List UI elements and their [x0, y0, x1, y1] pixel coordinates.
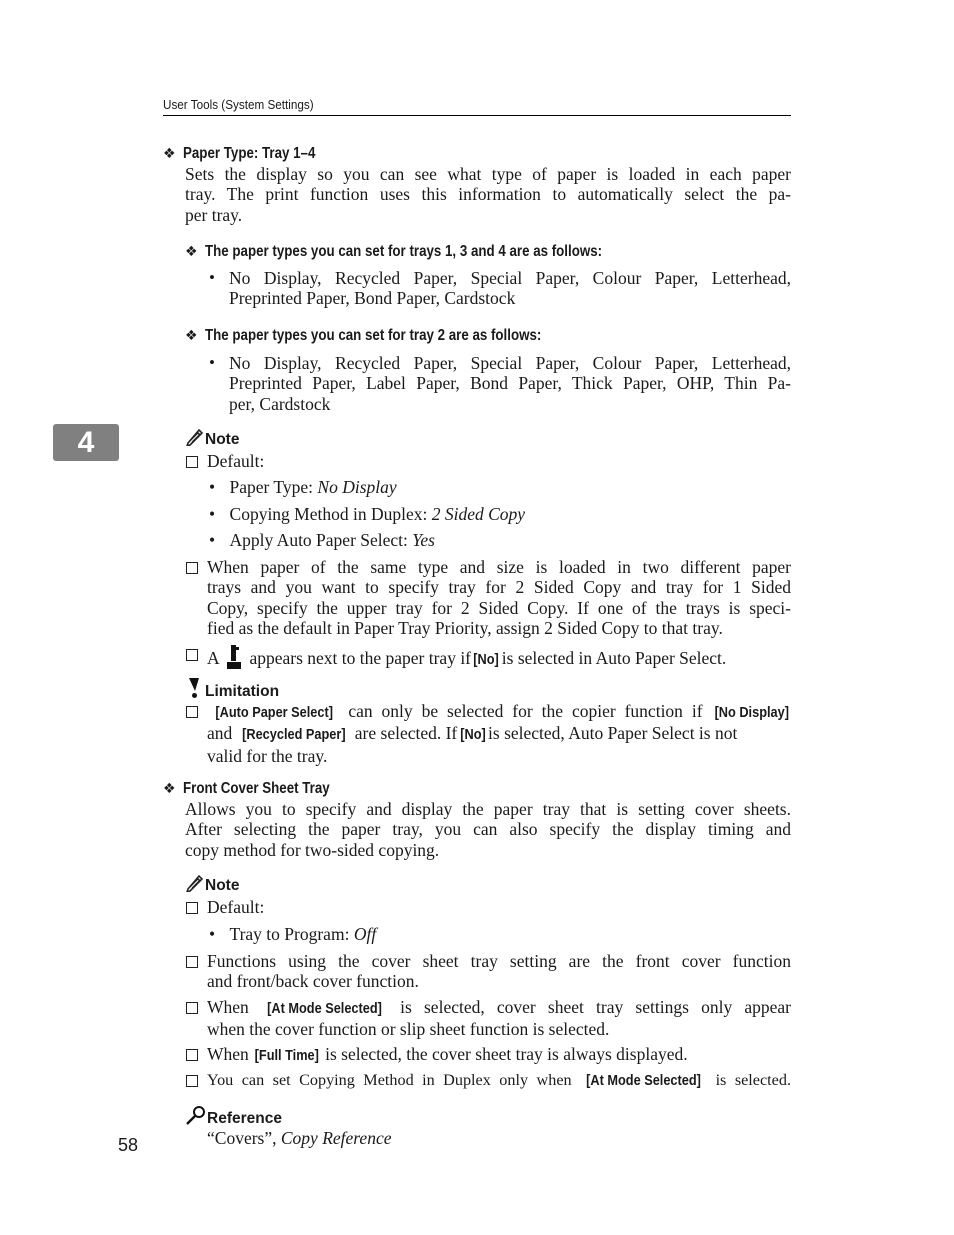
- sub-heading-title: The paper types you can set for trays 1, 3 and 4 are as follows:: [205, 243, 603, 260]
- text-line: Sets the display so you can see what type of paper is loaded in each paper: [185, 164, 791, 184]
- text-line: No Display, Recycled Paper, Special Paper, Colour Paper, Letterhead,: [229, 353, 791, 373]
- bullet-dot: •: [209, 504, 216, 524]
- text: A: [207, 648, 219, 668]
- section-title: Paper Type: Tray 1–4: [183, 145, 316, 162]
- text: are selected. If: [354, 723, 458, 744]
- default-item-copy-method: [207, 504, 525, 524]
- reference-prefix: “Covers”,: [207, 1128, 281, 1148]
- text-line: Preprinted Paper, Bond Paper, Cardstock: [229, 288, 516, 309]
- text-line: Copy, specify the upper tray for 2 Sided Copy. If one of the trays is speci-: [207, 597, 791, 618]
- paper-tray-priority-icon: [225, 644, 243, 670]
- bullet-dot: •: [209, 530, 216, 550]
- checkbox-square-icon: [186, 902, 198, 914]
- reference-manual-title: Copy Reference: [280, 1128, 392, 1148]
- pencil-icon: [185, 874, 205, 892]
- key-label-full-time: [Full Time]: [254, 1047, 320, 1064]
- limitation-label: Limitation: [205, 683, 280, 700]
- checkbox-square-icon: [186, 956, 198, 968]
- text: is selected, the cover sheet tray is always displayed.: [325, 1044, 688, 1064]
- section-heading-front-cover: [163, 778, 354, 799]
- note-label: Note: [205, 877, 240, 894]
- default-value: Off: [353, 924, 377, 944]
- bullet-item-tray-2: [207, 353, 791, 414]
- key-label-recycled-paper: [Recycled Paper]: [241, 726, 346, 744]
- diamond-bullet-icon: ❖: [163, 145, 176, 161]
- diamond-bullet-icon: ❖: [185, 243, 198, 259]
- text-line: trays and you want to specify tray for 2 Sided Copy and tray for 1 Sided: [207, 577, 791, 598]
- text-line: [207, 701, 791, 723]
- text-line: When paper of the same type and size is loaded in two different paper: [207, 557, 791, 577]
- key-label-at-mode-selected: [At Mode Selected]: [267, 1000, 382, 1017]
- text-line: per tray.: [185, 204, 243, 225]
- text-line: Allows you to specify and display the paper tray that is setting cover sheets.: [185, 799, 791, 819]
- text: is selected, cover sheet tray settings only appear: [400, 997, 791, 1017]
- chapter-tab: 4: [53, 424, 119, 461]
- checkbox-square-icon: [186, 1075, 198, 1087]
- text: can only be selected for the copier function if: [348, 701, 703, 721]
- text-line: fied as the default in Paper Tray Priority, assign 2 Sided Copy to that tray.: [207, 617, 723, 638]
- default-name: Apply Auto Paper Select:: [229, 530, 413, 550]
- text-line: Functions using the cover sheet tray setting are the front cover function: [207, 951, 791, 971]
- key-label-no-display: [No Display]: [714, 704, 789, 721]
- bullet-dot: •: [209, 268, 215, 287]
- default-value: No Display: [317, 477, 397, 497]
- key-label-no: [No]: [473, 651, 500, 668]
- text: and: [207, 723, 233, 744]
- text: You can set Copying Method in Duplex only when: [207, 1071, 572, 1089]
- note-item-full-time: [207, 1044, 688, 1066]
- text-line: when the cover function or slip sheet function is selected.: [207, 1019, 610, 1040]
- default-value: Yes: [412, 530, 435, 550]
- note-heading: [185, 874, 239, 896]
- default-item-tray-to-program: [207, 924, 376, 944]
- limitation-heading: [185, 677, 279, 702]
- note-item-copying-method: [207, 1070, 791, 1091]
- note-item-functions: [207, 951, 791, 992]
- sub-heading-trays-134: [185, 241, 667, 262]
- default-name: Paper Type:: [229, 477, 318, 497]
- running-header-title: User Tools (System Settings): [163, 97, 314, 112]
- checkbox-square-icon: [186, 562, 198, 574]
- text-line: tray. The print function uses this information to automatically select the pa-: [185, 184, 791, 205]
- text-line: and front/back cover function.: [207, 971, 419, 992]
- bullet-dot: •: [209, 477, 216, 497]
- default-label: Default:: [207, 451, 265, 471]
- bullet-item-trays-134: [207, 268, 791, 309]
- note-item-tray-icon: [207, 644, 791, 670]
- magnifier-icon: [185, 1105, 207, 1125]
- page-number: 58: [118, 1135, 139, 1155]
- checkbox-square-icon: [186, 1002, 198, 1014]
- text-line: [207, 723, 791, 745]
- key-label-auto-paper-select: [Auto Paper Select]: [215, 704, 333, 721]
- text-line: copy method for two-sided copying.: [185, 839, 440, 860]
- checkbox-square-icon: [186, 456, 198, 468]
- text: When: [207, 997, 249, 1017]
- key-label-no: [No]: [459, 726, 486, 744]
- paper-type-description: [185, 164, 791, 225]
- pencil-icon: [185, 428, 205, 446]
- diamond-bullet-icon: ❖: [163, 780, 176, 796]
- text: is selected, Auto Paper Select is not: [488, 723, 738, 744]
- default-name: Copying Method in Duplex:: [229, 504, 432, 524]
- default-label: Default:: [207, 897, 265, 917]
- front-cover-description: [185, 799, 791, 860]
- reference-label: Reference: [207, 1110, 282, 1127]
- section-title: Front Cover Sheet Tray: [183, 780, 330, 797]
- exclamation-icon: [185, 677, 205, 699]
- default-item-paper-type: [207, 477, 397, 497]
- section-heading-paper-type: [163, 143, 337, 164]
- text-line: [207, 997, 791, 1019]
- note-item-at-mode-selected: [207, 997, 791, 1040]
- checkbox-square-icon: [186, 649, 198, 661]
- text-line: Preprinted Paper, Label Paper, Bond Paper, Thick Paper, OHP, Thin Pa-: [229, 373, 791, 394]
- note-heading: [185, 428, 239, 450]
- checkbox-square-icon: [186, 1049, 198, 1061]
- text-line: After selecting the paper tray, you can also specify the display timing and: [185, 819, 791, 840]
- bullet-dot: •: [209, 353, 215, 372]
- text-line: No Display, Recycled Paper, Special Paper, Colour Paper, Letterhead,: [229, 268, 791, 288]
- key-label-at-mode-selected: [At Mode Selected]: [586, 1072, 701, 1089]
- text: appears next to the paper tray if: [249, 648, 472, 668]
- bullet-dot: •: [209, 924, 216, 944]
- text-line: per, Cardstock: [229, 393, 331, 414]
- text: is selected in Auto Paper Select.: [501, 648, 727, 668]
- reference-text: [207, 1128, 392, 1148]
- default-value: 2 Sided Copy: [431, 504, 526, 524]
- diamond-bullet-icon: ❖: [185, 327, 198, 343]
- sub-heading-title: The paper types you can set for tray 2 are as follows:: [205, 327, 542, 344]
- sub-heading-tray-2: [185, 325, 596, 346]
- note-label: Note: [205, 431, 240, 448]
- limitation-item: [207, 701, 791, 766]
- default-item-auto-paper: [207, 530, 435, 550]
- text-line: valid for the tray.: [207, 745, 328, 766]
- checkbox-square-icon: [186, 706, 198, 718]
- reference-heading: [185, 1105, 282, 1129]
- running-header: [163, 96, 791, 116]
- text: is selected.: [715, 1071, 791, 1089]
- text: When: [207, 1044, 249, 1064]
- note-item-two-trays: [207, 557, 791, 638]
- default-name: Tray to Program:: [229, 924, 354, 944]
